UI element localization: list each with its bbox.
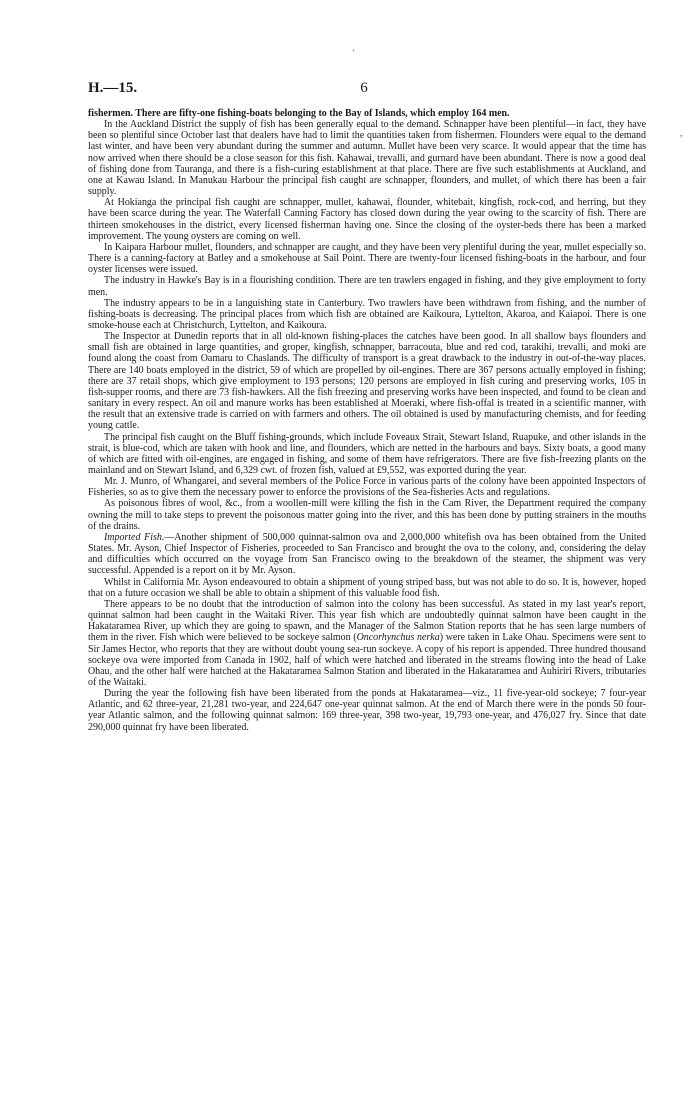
paragraph-canterbury: The industry appears to be in a languishing state in Canterbury. Two trawlers have been withdrawn from fishing, and the number of fishing-boats is decreasing. The principal places from which fish are obtained are Kaikoura, Lyttelton, Akaroa, and Kaiapoi. There is one smoke-house each at Christchurch, Lyttelton, and Kaikoura. [88, 297, 646, 331]
document-code: H.—15. [88, 80, 138, 96]
page-header [88, 80, 640, 100]
paragraph-liberated: During the year the following fish have been liberated from the ponds at Hakataramea—viz., 11 five-year-old sockeye; 7 four-year Atlantic, and 62 three-year, 21,281 two-year, and 224,647 one-year quinnat salmon. At the end of March there were in the ponds 50 four-year Atlantic salmon, and the following quinnat salmon: 169 three-year, 398 two-year, 19,793 one-year, and 476,027 fry. Since that date 290,000 quinnat fry have been liberated. [88, 688, 646, 733]
salmon-text-after: ) were taken in Lake Ohau. Specimens were sent to Sir James Hector, who reports that they are without doubt young sea-run sockeye. A copy of his report is appended. Three hundred thousand sockeye ova were imported from Canada in 1902, half of which were hatched and liberated in the streams flowing into the head of Lake Ohau, and the other half were hatched at the Hakataramea Salmon Station and liberated in the Hakataramea and Auhiriri Rivers, tributaries of the Waitaki. [88, 632, 646, 688]
paragraph-california: Whilst in California Mr. Ayson endeavoured to obtain a shipment of young striped bass, but was not able to do so. It is, however, hoped that on a future occasion we shall be able to obtain a shipment of this valuable food fish. [88, 576, 646, 599]
page-number: 6 [360, 80, 368, 96]
lead-text: fishermen. There are fifty-one fishing-boats belonging to the Bay of Islands, which employ 164 men. [88, 108, 510, 119]
salmon-text-before: There appears to be no doubt that the introduction of salmon into the colony has been successful. As stated in my last year's report, quinnat salmon had been caught in the Waitaki River. This year fish which are undoubtedly quinnat salmon have been caught in the Hakataramea River, up which they are going to spawn, and the Manager of the Salmon Station reports that he has seen large numbers of them in the river. Fish which were believed to be sockeye salmon ( [88, 598, 646, 644]
paragraph-salmon [88, 599, 646, 688]
paragraph-bluff: The principal fish caught on the Bluff fishing-grounds, which include Foveaux Strait, Stewart Island, Ruapuke, and other islands in the strait, is blue-cod, which are taken with hook and line, and flounders, which are netted in the harbours and bays. Sixty boats, a good many of which are fitted with oil-engines, are engaged in fishing, and some of them have refrigerators. There are five fish-freezing plants on the mainland and on Stewart Island, and 6,329 cwt. of frozen fish, valued at £9,552, was exported during the year. [88, 431, 646, 476]
paragraph-hawkes-bay: The industry in Hawke's Bay is in a flourishing condition. There are ten trawlers engaged in fishing, and they give employment to forty men. [88, 275, 646, 298]
scan-dot: · [352, 46, 356, 57]
paragraph-hokianga: At Hokianga the principal fish caught are schnapper, mullet, kahawai, flounder, whitebait, kingfish, rock-cod, and herring, but they have been scarce during the year. The Waterfall Canning Factory has closed down during the year owing to the scarcity of fish. There are thirteen smokehouses in the district, every licensed fisherman having one. Since the closing of the oyster-beds there has been a marked improvement. The young oysters are coming on well. [88, 197, 646, 242]
paragraph-cam-river: As poisonous fibres of wool, &c., from a woollen-mill were killing the fish in the Cam River, the Department required the company owning the mill to take steps to prevent the poisonous matter going into the river, and this has been done by putting strainers in the mouths of the drains. [88, 498, 646, 532]
paragraph-auckland: In the Auckland District the supply of fish has been generally equal to the demand. Schnapper have been plentiful—in fact, they have been so plentiful since October last that dealers have had to limit the quantities taken from fishermen. Flounders were equal to the demand last winter, and have been very abundant during the summer and autumn. Mullet have been very scarce. It would appear that the time has now arrived when there should be a close season for this fish. Kahawai, trevalli, and gurnard have been abundant. There is now a good deal of fishing done from Tauranga, and there is a fish-curing establishment at that place. There are five such establishments at Auckland, and one at Kawau Island. In Manukau Harbour the principal fish caught are schnapper, flounders, and mullet, of which there has been a fair supply. [88, 119, 646, 198]
salmon-latin-name: Oncorhynchus nerka [356, 632, 440, 644]
imported-fish-text: —Another shipment of 500,000 quinnat-salmon ova and 2,000,000 whitefish ova has been obtained from the United States. Mr. Ayson, Chief Inspector of Fisheries, proceeded to San Francisco and brought the ova to the colony, and, considering the delay and difficulties which occurred on the voyage from San Francisco owing to the breakdown of the steamer, the shipment was very successful. Appended is a report on it by Mr. Ayson. [88, 531, 646, 577]
paragraph-dunedin: The Inspector at Dunedin reports that in all old-known fishing-places the catches have been good. In all shallow bays flounders and small fish are obtained in large quantities, and groper, kingfish, schnapper, barracouta, blue and red cod, tarakihi, trevalli, and moki are found along the coast from Oamaru to Chaslands. The difficulty of transport is a great drawback to the industry in out-of-the-way places. There are 140 boats employed in the district, 59 of which are propelled by oil-engines. There are 367 persons actually employed in fishing; there are 37 retail shops, which give employment to 193 persons; 120 persons are employed in fish curing and preserving works, 105 in fish-supper rooms, and there are 73 fish-hawkers. All the fish freezing and preserving works have been inspected, and found to be clean and sanitary in every respect. An oil and manure works has been established at Moeraki, where fish-offal is treated in a scientific manner, with the result that an extensive trade is carried on with farmers and others. The oil obtained is used by manufacturing chemists, and for feeding young cattle. [88, 331, 646, 432]
body-text [88, 108, 646, 733]
paragraph-inspectors: Mr. J. Munro, of Whangarei, and several members of the Police Force in various parts of the colony have been appointed Inspectors of Fisheries, so as to give them the necessary power to enforce the provisions of the Sea-fisheries Acts and regulations. [88, 476, 646, 499]
lead-paragraph [88, 108, 646, 119]
margin-mark: , [680, 128, 683, 139]
paragraph-imported-fish [88, 532, 646, 577]
imported-fish-heading: Imported Fish. [104, 531, 165, 543]
paragraph-kaipara: In Kaipara Harbour mullet, flounders, and schnapper are caught, and they have been very plentiful during the year, mullet especially so. There is a canning-factory at Batley and a smokehouse at Sail Point. There are twenty-four licensed fishing-boats in the harbour, and four oyster licenses were issued. [88, 241, 646, 276]
